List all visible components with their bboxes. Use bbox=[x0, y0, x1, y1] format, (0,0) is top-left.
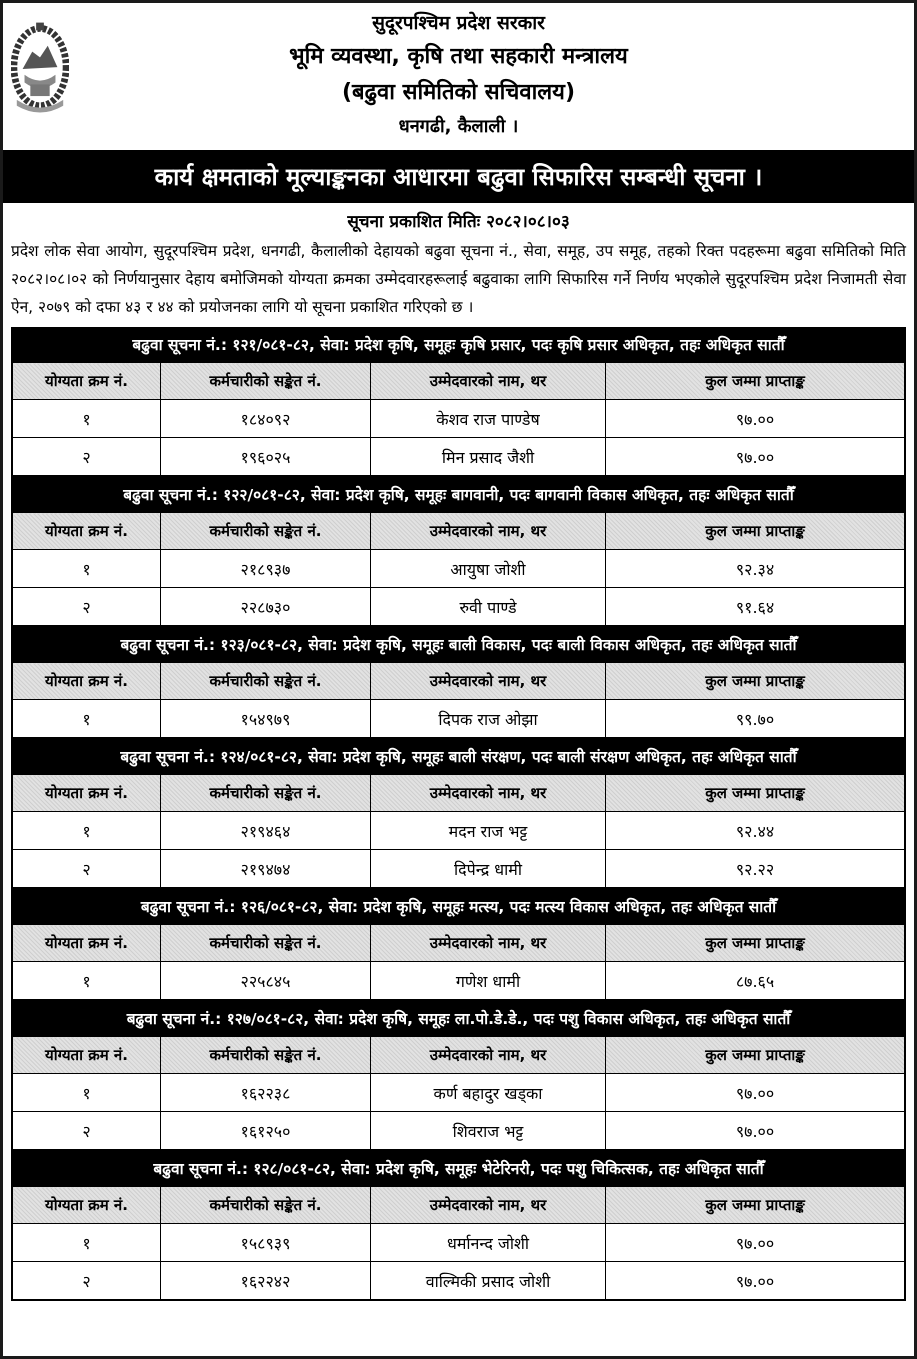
candidate-name-cell: गणेश धामी bbox=[371, 962, 606, 1000]
rank-cell: १ bbox=[13, 700, 161, 738]
table-header-row bbox=[13, 663, 905, 700]
candidates-table bbox=[12, 774, 905, 888]
employee-code-cell: १६२२३८ bbox=[161, 1074, 371, 1112]
rank-column-header: योग्यता क्रम नं. bbox=[13, 1187, 161, 1224]
notice-section bbox=[11, 627, 906, 739]
employee-code-cell: १६१२५० bbox=[161, 1112, 371, 1150]
total-score-column-header: कुल जम्मा प्राप्ताङ्क bbox=[606, 1037, 905, 1074]
candidate-name-column-header: उम्मेदवारको नाम, थर bbox=[371, 663, 606, 700]
table-row bbox=[13, 588, 905, 626]
candidates-table bbox=[12, 1036, 905, 1150]
table-row bbox=[13, 812, 905, 850]
employee-code-column-header: कर्मचारीको सङ्केत नं. bbox=[161, 925, 371, 962]
table-row bbox=[13, 1262, 905, 1300]
employee-code-cell: २१८९३७ bbox=[161, 550, 371, 588]
total-score-cell: ९१.६४ bbox=[606, 588, 905, 626]
rank-cell: १ bbox=[13, 1224, 161, 1262]
employee-code-cell: १५८९३९ bbox=[161, 1224, 371, 1262]
employee-code-column-header: कर्मचारीको सङ्केत नं. bbox=[161, 1037, 371, 1074]
candidate-name-column-header: उम्मेदवारको नाम, थर bbox=[371, 1187, 606, 1224]
rank-column-header: योग्यता क्रम नं. bbox=[13, 925, 161, 962]
notice-sections bbox=[3, 327, 914, 1301]
table-header-row bbox=[13, 1037, 905, 1074]
candidate-name-cell: मिन प्रसाद जैशी bbox=[371, 438, 606, 476]
total-score-cell: ९२.३४ bbox=[606, 550, 905, 588]
rank-cell: २ bbox=[13, 1262, 161, 1300]
letterhead bbox=[3, 3, 914, 151]
candidate-name-cell: दिपक राज ओझा bbox=[371, 700, 606, 738]
ministry-name: भूमि व्यवस्था, कृषि तथा सहकारी मन्त्रालय bbox=[289, 44, 628, 69]
table-row bbox=[13, 850, 905, 888]
notice-section-heading: बढुवा सूचना नं.: १२२/०८१-८२, सेवा: प्रदेश कृषि, समूहः बागवानी, पदः बागवानी विकास अधिकृत, तहः अधिकृत सातौँ bbox=[12, 478, 905, 512]
candidate-name-column-header: उम्मेदवारको नाम, थर bbox=[371, 363, 606, 400]
rank-cell: २ bbox=[13, 438, 161, 476]
table-row bbox=[13, 962, 905, 1000]
candidate-name-cell: दिपेन्द्र धामी bbox=[371, 850, 606, 888]
total-score-column-header: कुल जम्मा प्राप्ताङ्क bbox=[606, 513, 905, 550]
total-score-column-header: कुल जम्मा प्राप्ताङ्क bbox=[606, 663, 905, 700]
total-score-cell: ८७.६५ bbox=[606, 962, 905, 1000]
table-header-row bbox=[13, 1187, 905, 1224]
table-row bbox=[13, 550, 905, 588]
employee-code-cell: १५४९७९ bbox=[161, 700, 371, 738]
candidate-name-cell: कर्ण बहादुर खड्का bbox=[371, 1074, 606, 1112]
rank-column-header: योग्यता क्रम नं. bbox=[13, 513, 161, 550]
table-row bbox=[13, 1074, 905, 1112]
publication-date: सूचना प्रकाशित मितिः २०८२।०८।०३ bbox=[347, 212, 570, 232]
total-score-cell: ९७.०० bbox=[606, 1074, 905, 1112]
notice-section bbox=[11, 327, 906, 477]
total-score-column-header: कुल जम्मा प्राप्ताङ्क bbox=[606, 925, 905, 962]
employee-code-cell: १६२२४२ bbox=[161, 1262, 371, 1300]
rank-cell: १ bbox=[13, 812, 161, 850]
candidates-table bbox=[12, 362, 905, 476]
rank-column-header: योग्यता क्रम नं. bbox=[13, 775, 161, 812]
total-score-cell: ९७.०० bbox=[606, 1224, 905, 1262]
employee-code-column-header: कर्मचारीको सङ्केत नं. bbox=[161, 775, 371, 812]
employee-code-cell: १८४०९२ bbox=[161, 400, 371, 438]
total-score-column-header: कुल जम्मा प्राप्ताङ्क bbox=[606, 363, 905, 400]
notice-section-heading: बढुवा सूचना नं.: १२७/०८१-८२, सेवा: प्रदेश कृषि, समूहः ला.पो.डे.डे., पदः पशु विकास अधिकृत, तहः अधिकृत सातौँ bbox=[12, 1002, 905, 1036]
notice-title-banner: कार्य क्षमताको मूल्याङ्कनका आधारमा बढुवा सिफारिस सम्बन्धी सूचना । bbox=[3, 151, 914, 203]
candidate-name-cell: धर्मानन्द जोशी bbox=[371, 1224, 606, 1262]
employee-code-cell: १९६०२५ bbox=[161, 438, 371, 476]
employee-code-cell: २२५८४५ bbox=[161, 962, 371, 1000]
rank-cell: २ bbox=[13, 588, 161, 626]
notice-section bbox=[11, 739, 906, 889]
candidate-name-cell: केशव राज पाण्डेष bbox=[371, 400, 606, 438]
table-row bbox=[13, 1112, 905, 1150]
notice-section bbox=[11, 477, 906, 627]
intro-paragraph: प्रदेश लोक सेवा आयोग, सुदूरपश्चिम प्रदेश, धनगढी, कैलालीको देहायको बढुवा सूचना नं., सेवा, समूह, उप समूह, तहको रिक्त पदहरूमा बढुवा समितिको मिति २०८२।०८।०२ को निर्णयानुसार देहाय बमोजिमको योग्यता क्रमका उम्मेदवारहरूलाई बढुवाका लागि सिफारिस गर्ने निर्णय भएकोले सुदूरपश्चिम प्रदेश निजामती सेवा ऐन, २०७९ को दफा ४३ र ४४ को प्रयोजनका लागि यो सूचना प्रकाशित गरिएको छ । bbox=[11, 242, 906, 316]
table-header-row bbox=[13, 513, 905, 550]
notice-section-heading: बढुवा सूचना नं.: १२६/०८१-८२, सेवा: प्रदेश कृषि, समूहः मत्स्य, पदः मत्स्य विकास अधिकृत, तहः अधिकृत सातौँ bbox=[12, 890, 905, 924]
candidate-name-cell: रुवी पाण्डे bbox=[371, 588, 606, 626]
notice-section bbox=[11, 1151, 906, 1301]
rank-cell: २ bbox=[13, 850, 161, 888]
candidate-name-column-header: उम्मेदवारको नाम, थर bbox=[371, 925, 606, 962]
table-row bbox=[13, 438, 905, 476]
rank-cell: १ bbox=[13, 962, 161, 1000]
total-score-cell: ९७.०० bbox=[606, 1262, 905, 1300]
employee-code-column-header: कर्मचारीको सङ्केत नं. bbox=[161, 363, 371, 400]
rank-cell: १ bbox=[13, 400, 161, 438]
total-score-cell: ९७.०० bbox=[606, 400, 905, 438]
rank-cell: १ bbox=[13, 550, 161, 588]
candidates-table bbox=[12, 662, 905, 738]
employee-code-column-header: कर्मचारीको सङ्केत नं. bbox=[161, 513, 371, 550]
table-header-row bbox=[13, 925, 905, 962]
employee-code-cell: २१९४७४ bbox=[161, 850, 371, 888]
notice-section-heading: बढुवा सूचना नं.: १२१/०८१-८२, सेवा: प्रदेश कृषि, समूहः कृषि प्रसार, पदः कृषि प्रसार अधिकृत, तहः अधिकृत सातौँ bbox=[12, 328, 905, 362]
candidates-table bbox=[12, 512, 905, 626]
candidate-name-column-header: उम्मेदवारको नाम, थर bbox=[371, 513, 606, 550]
candidates-table bbox=[12, 1186, 905, 1300]
candidate-name-column-header: उम्मेदवारको नाम, थर bbox=[371, 1037, 606, 1074]
table-row bbox=[13, 700, 905, 738]
table-row bbox=[13, 400, 905, 438]
secretariat-name: (बढुवा समितिको सचिवालय) bbox=[341, 80, 575, 105]
candidate-name-cell: शिवराज भट्ट bbox=[371, 1112, 606, 1150]
total-score-column-header: कुल जम्मा प्राप्ताङ्क bbox=[606, 775, 905, 812]
employee-code-column-header: कर्मचारीको सङ्केत नं. bbox=[161, 663, 371, 700]
candidate-name-column-header: उम्मेदवारको नाम, थर bbox=[371, 775, 606, 812]
candidate-name-cell: मदन राज भट्ट bbox=[371, 812, 606, 850]
total-score-column-header: कुल जम्मा प्राप्ताङ्क bbox=[606, 1187, 905, 1224]
total-score-cell: ९९.७० bbox=[606, 700, 905, 738]
rank-cell: २ bbox=[13, 1112, 161, 1150]
notice-section-heading: बढुवा सूचना नं.: १२३/०८१-८२, सेवा: प्रदेश कृषि, समूहः बाली विकास, पदः बाली विकास अधिकृत, तहः अधिकृत सातौँ bbox=[12, 628, 905, 662]
government-name: सुदूरपश्चिम प्रदेश सरकार bbox=[372, 12, 545, 34]
rank-column-header: योग्यता क्रम नं. bbox=[13, 363, 161, 400]
table-header-row bbox=[13, 363, 905, 400]
notice-section bbox=[11, 889, 906, 1001]
rank-cell: १ bbox=[13, 1074, 161, 1112]
employee-code-cell: २२८७३० bbox=[161, 588, 371, 626]
total-score-cell: ९२.२२ bbox=[606, 850, 905, 888]
candidate-name-cell: आयुषा जोशी bbox=[371, 550, 606, 588]
total-score-cell: ९७.०० bbox=[606, 438, 905, 476]
rank-column-header: योग्यता क्रम नं. bbox=[13, 1037, 161, 1074]
candidates-table bbox=[12, 924, 905, 1000]
employee-code-cell: २१९४६४ bbox=[161, 812, 371, 850]
total-score-cell: ९७.०० bbox=[606, 1112, 905, 1150]
candidate-name-cell: वाल्मिकी प्रसाद जोशी bbox=[371, 1262, 606, 1300]
notice-section-heading: बढुवा सूचना नं.: १२४/०८१-८२, सेवा: प्रदेश कृषि, समूहः बाली संरक्षण, पदः बाली संरक्षण अधिकृत, तहः अधिकृत सातौँ bbox=[12, 740, 905, 774]
employee-code-column-header: कर्मचारीको सङ्केत नं. bbox=[161, 1187, 371, 1224]
table-row bbox=[13, 1224, 905, 1262]
rank-column-header: योग्यता क्रम नं. bbox=[13, 663, 161, 700]
notice-section bbox=[11, 1001, 906, 1151]
office-location: धनगढी, कैलाली । bbox=[398, 116, 519, 137]
notice-section-heading: बढुवा सूचना नं.: १२८/०८१-८२, सेवा: प्रदेश कृषि, समूहः भेटेरिनरी, पदः पशु चिकित्सक, तहः अधिकृत सातौँ bbox=[12, 1152, 905, 1186]
total-score-cell: ९२.४४ bbox=[606, 812, 905, 850]
table-header-row bbox=[13, 775, 905, 812]
